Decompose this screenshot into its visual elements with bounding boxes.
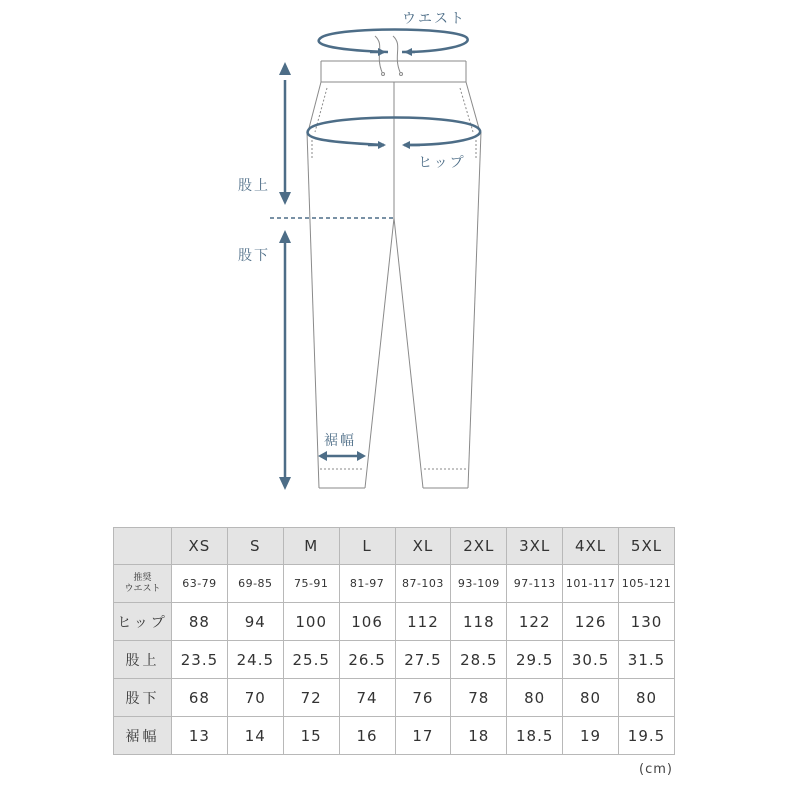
table-cell: 72 <box>283 679 339 717</box>
table-cell: 94 <box>227 603 283 641</box>
table-cell: 26.5 <box>339 641 395 679</box>
label-rise: 股上 <box>238 178 270 194</box>
table-cell: 101-117 <box>563 565 619 603</box>
table-cell: 106 <box>339 603 395 641</box>
table-cell: 29.5 <box>507 641 563 679</box>
table-cell: 78 <box>451 679 507 717</box>
table-cell: 14 <box>227 717 283 755</box>
table-cell: 105-121 <box>619 565 675 603</box>
header-row <box>114 528 675 565</box>
size-header: 5XL <box>619 528 675 565</box>
table-cell: 18.5 <box>507 717 563 755</box>
table-cell: 30.5 <box>563 641 619 679</box>
size-header: S <box>227 528 283 565</box>
table-cell: 80 <box>619 679 675 717</box>
table-row-hip <box>114 603 675 641</box>
table-cell: 31.5 <box>619 641 675 679</box>
size-header: 4XL <box>563 528 619 565</box>
size-header: XL <box>395 528 451 565</box>
table-cell: 24.5 <box>227 641 283 679</box>
size-header: M <box>283 528 339 565</box>
table-cell: 112 <box>395 603 451 641</box>
table-cell: 13 <box>172 717 228 755</box>
table-cell: 118 <box>451 603 507 641</box>
table-cell: 16 <box>339 717 395 755</box>
label-hem-width: 裾幅 <box>324 433 356 449</box>
row-label: 股上 <box>114 641 172 679</box>
table-cell: 70 <box>227 679 283 717</box>
table-row-recommended-waist <box>114 565 675 603</box>
table-cell: 18 <box>451 717 507 755</box>
table-cell: 25.5 <box>283 641 339 679</box>
table-cell: 76 <box>395 679 451 717</box>
table-cell: 68 <box>172 679 228 717</box>
size-header: XS <box>172 528 228 565</box>
table-cell: 81-97 <box>339 565 395 603</box>
table-cell: 130 <box>619 603 675 641</box>
table-cell: 126 <box>563 603 619 641</box>
table-row-inseam <box>114 679 675 717</box>
table-cell: 19.5 <box>619 717 675 755</box>
table-cell: 23.5 <box>172 641 228 679</box>
table-cell: 74 <box>339 679 395 717</box>
row-label: 裾幅 <box>114 717 172 755</box>
table-cell: 63-79 <box>172 565 228 603</box>
size-header: L <box>339 528 395 565</box>
corner-cell <box>114 528 172 565</box>
row-label: 股下 <box>114 679 172 717</box>
table-row-hem-width <box>114 717 675 755</box>
table-cell: 75-91 <box>283 565 339 603</box>
table-cell: 27.5 <box>395 641 451 679</box>
table-cell: 19 <box>563 717 619 755</box>
table-cell: 80 <box>507 679 563 717</box>
label-hip: ヒップ <box>418 155 466 171</box>
table-cell: 15 <box>283 717 339 755</box>
size-header: 3XL <box>507 528 563 565</box>
table-cell: 28.5 <box>451 641 507 679</box>
label-waist: ウエスト <box>402 11 466 27</box>
table-cell: 93-109 <box>451 565 507 603</box>
size-header: 2XL <box>451 528 507 565</box>
table-row-rise <box>114 641 675 679</box>
size-chart-table <box>113 527 675 755</box>
table-cell: 122 <box>507 603 563 641</box>
row-label <box>114 565 172 603</box>
table-cell: 17 <box>395 717 451 755</box>
row-label-line2: ウエスト <box>124 583 161 594</box>
row-label: ヒップ <box>114 603 172 641</box>
unit-label: (cm) <box>639 762 673 777</box>
table-cell: 87-103 <box>395 565 451 603</box>
table-cell: 100 <box>283 603 339 641</box>
table-cell: 80 <box>563 679 619 717</box>
table-cell: 69-85 <box>227 565 283 603</box>
table-cell: 97-113 <box>507 565 563 603</box>
row-label-line1: 推奨 <box>133 572 152 583</box>
label-inseam: 股下 <box>238 248 270 264</box>
table-cell: 88 <box>172 603 228 641</box>
